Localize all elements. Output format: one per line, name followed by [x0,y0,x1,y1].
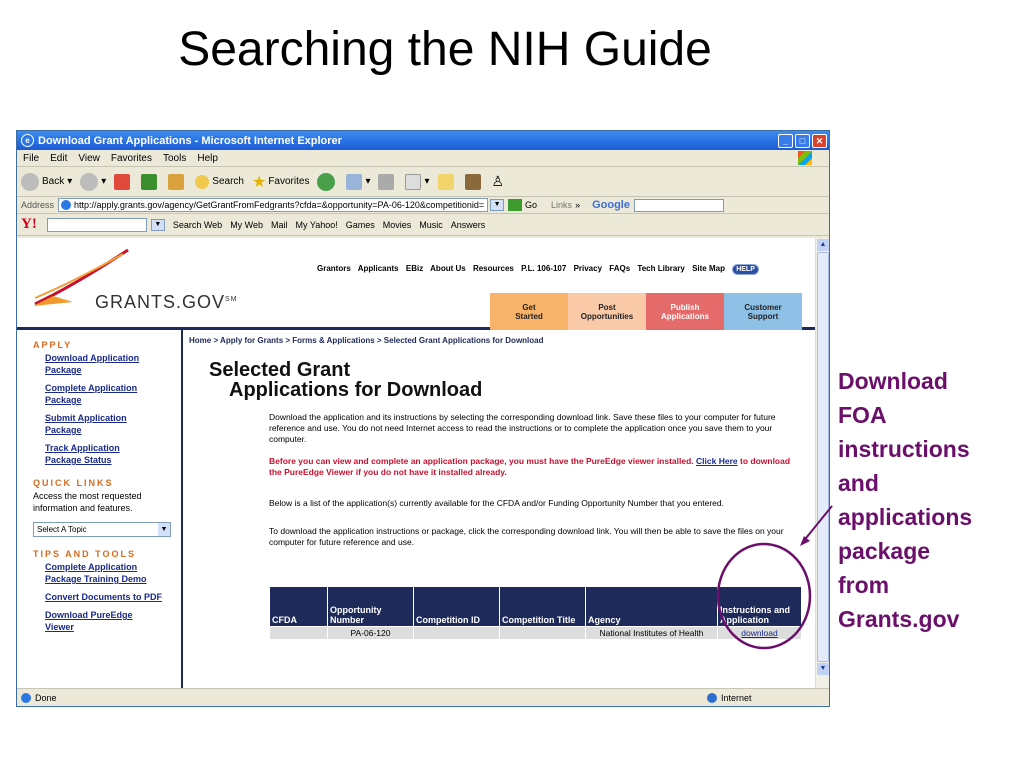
standard-toolbar [17,167,829,197]
status-text: Done [35,692,57,703]
yahoo-toolbar [17,214,829,236]
print-button[interactable] [378,174,397,190]
research-icon [465,174,481,190]
page-icon [61,200,71,210]
yahoo-item-movies[interactable]: Movies [382,219,412,230]
nav-privacy[interactable]: Privacy [573,264,603,273]
yahoo-item-answers[interactable]: Answers [450,219,486,230]
go-button[interactable]: Go [525,200,538,210]
address-input[interactable] [58,198,488,212]
security-zone: Internet [707,693,752,703]
col-instructions-application: Instructions and Application [718,587,802,627]
submit-application-package-link[interactable]: Submit Application Package [45,413,127,435]
download-pureedge-viewer-link[interactable]: Download PureEdge Viewer [45,610,133,632]
tab-post-opportunities[interactable]: Post Opportunities [568,293,646,330]
windows-logo-icon [798,151,812,165]
download-link[interactable]: download [741,628,778,638]
google-toolbar-logo[interactable]: Google [592,199,630,211]
refresh-icon [141,174,157,190]
yahoo-search-input[interactable] [47,218,147,232]
slide-title: Searching the NIH Guide [178,23,712,76]
table-header-row [270,587,802,627]
nav-grantors[interactable]: Grantors [317,264,351,273]
tab-publish-applications[interactable]: Publish Applications [646,293,724,330]
select-topic-dropdown[interactable]: Select A Topic ▼ [33,522,171,537]
cell-download [718,627,802,640]
breadcrumb[interactable]: Home > Apply for Grants > Forms & Applications > Selected Grant Applications for Download [189,336,544,345]
slide-annotation: Download FOA instructions and applications package from Grants.gov [838,368,973,632]
history-button[interactable] [317,173,338,191]
close-button[interactable]: ✕ [812,134,827,148]
yahoo-logo[interactable]: Y! [21,216,37,232]
menu-view[interactable]: View [78,152,100,164]
search-web-button[interactable]: Search Web [172,219,223,230]
minimize-button[interactable]: _ [778,134,793,148]
browser-window [16,130,830,707]
research-button[interactable] [465,174,484,190]
go-arrow-icon[interactable] [508,199,522,211]
home-button[interactable] [168,174,187,190]
messenger-icon: ♙ [491,173,505,189]
help-button[interactable]: HELP [732,264,759,275]
grants-gov-logo-text[interactable]: GRANTS.GOV℠ [95,292,238,312]
mail-icon [346,174,362,190]
tab-get-started[interactable]: Get Started [490,293,568,330]
page-title: Selected Grant Applications for Download [209,359,483,401]
cell-competition-title [500,627,586,640]
nav-about-us[interactable]: About Us [430,264,466,273]
stop-icon [114,174,130,190]
maximize-button[interactable]: □ [795,134,810,148]
refresh-button[interactable] [141,174,160,190]
nav-applicants[interactable]: Applicants [357,264,399,273]
messenger-button[interactable] [492,173,505,190]
ie-icon: e [21,134,34,147]
scroll-up-icon[interactable]: ▲ [817,239,829,251]
search-icon [195,175,209,189]
forward-button[interactable]: ▾ [80,173,106,191]
col-opportunity-number: Opportunity Number [328,587,414,627]
quick-links-heading: QUICK LINKS [33,478,114,488]
stop-button[interactable] [114,174,133,190]
window-title: Download Grant Applications - Microsoft Internet Explorer [38,134,342,147]
back-arrow-icon [21,173,39,191]
site-header [17,238,815,330]
back-button[interactable]: Back ▾ [21,173,72,191]
table-row [270,627,802,640]
mail-button[interactable]: ▾ [346,174,370,190]
col-agency: Agency [586,587,718,627]
yahoo-search-dropdown[interactable]: ▼ [151,219,165,231]
globe-icon [707,693,717,703]
menu-favorites[interactable]: Favorites [110,152,152,164]
menu-file[interactable]: File [23,152,40,164]
status-bar [17,688,829,706]
edit-icon [405,174,421,190]
cell-opportunity-number: PA-06-120 [328,627,414,640]
left-nav [17,330,183,688]
complete-application-package-link[interactable]: Complete Application Package [45,383,138,405]
home-icon [168,174,184,190]
vertical-scrollbar[interactable] [815,238,829,688]
tab-customer-support[interactable]: Customer Support [724,293,802,330]
download-application-package-link[interactable]: Download Application Package [45,353,140,375]
menu-tools[interactable]: Tools [162,152,187,164]
edit-button[interactable]: ▾ [405,174,429,190]
yahoo-item-games[interactable]: Games [345,219,375,230]
yahoo-item-mail[interactable]: Mail [271,219,288,230]
history-icon [317,173,335,191]
available-list-text: Below is a list of the application(s) currently available for the CFDA and/or Funding Opportunity Number that you entered. [269,498,724,508]
menu-help[interactable]: Help [197,152,218,164]
tips-and-tools-heading: TIPS AND TOOLS [33,549,137,559]
apply-heading: APPLY [33,340,73,350]
main-content [187,330,815,688]
col-competition-title: Competition Title [500,587,586,627]
chevron-down-icon: ▼ [158,523,170,536]
col-competition-id: Competition ID [414,587,500,627]
track-application-package-status-link[interactable]: Track Application Package Status [45,443,120,465]
download-instructions-text: To download the application instructions or package, click the corresponding download link. You will then be able to save the files on your computer for future reference and use. [269,526,784,547]
convert-documents-link[interactable]: Convert Documents to PDF [45,592,163,602]
page-content [17,238,815,688]
folder-icon [438,174,454,190]
print-icon [378,174,394,190]
nav-faqs[interactable]: FAQs [609,264,631,273]
favorites-button[interactable]: ★ Favorites [251,173,310,191]
click-here-link[interactable]: Click Here [696,456,738,466]
page-status-icon [21,693,31,703]
nav-site-map[interactable]: Site Map [692,264,725,273]
col-cfda: CFDA [270,587,328,627]
links-button[interactable]: Links [551,200,573,210]
applications-table [269,586,802,640]
main-tabs [490,293,802,330]
training-demo-link[interactable]: Complete Application Package Training Demo [45,562,147,584]
yahoo-item-my-web[interactable]: My Web [230,219,264,230]
top-nav [317,264,764,275]
forward-arrow-icon [80,173,98,191]
menu-bar [17,150,829,167]
address-label: Address [21,200,55,210]
folder-button[interactable] [438,174,457,190]
scroll-thumb[interactable] [817,252,829,662]
yahoo-item-music[interactable]: Music [419,219,443,230]
pureedge-warning: Before you can view and complete an application package, you must have the PureEdge viewer installed. Click Here to download the PureEdge Viewer if you do not have it installed already. [269,456,791,477]
menu-edit[interactable]: Edit [50,152,68,164]
star-icon: ★ [251,173,267,191]
nav-tech-library[interactable]: Tech Library [637,264,685,273]
search-button[interactable]: Search [195,175,244,189]
google-search-input[interactable] [634,199,724,212]
scroll-down-icon[interactable]: ▼ [817,663,829,675]
quick-links-text: Access the most requested information and features. [33,491,142,513]
intro-paragraph: Download the application and its instructions by selecting the corresponding download link. Save these files to your computer for future reference and use. You do not need Internet access to read the instructions or to complete the application once you save them to your computer. [269,412,776,444]
cell-competition-id [414,627,500,640]
address-url: http://apply.grants.gov/agency/GetGrantFromFedgrants?cfda=&opportunity=PA-06-120&competitionid= [74,200,485,210]
cell-cfda [270,627,328,640]
address-bar: Address http://apply.grants.gov/agency/GetGrantFromFedgrants?cfda=&opportunity=PA-06-120&competitionid= ▼ Go Links » Google [17,197,829,214]
window-titlebar [17,131,829,150]
yahoo-item-my-yahoo[interactable]: My Yahoo! [295,219,338,230]
cell-agency: National Institutes of Health [586,627,718,640]
nav-ebiz[interactable]: EBiz [405,264,424,273]
nav-pl-106-107[interactable]: P.L. 106-107 [521,264,567,273]
address-dropdown[interactable]: ▼ [490,199,504,211]
nav-resources[interactable]: Resources [472,264,514,273]
